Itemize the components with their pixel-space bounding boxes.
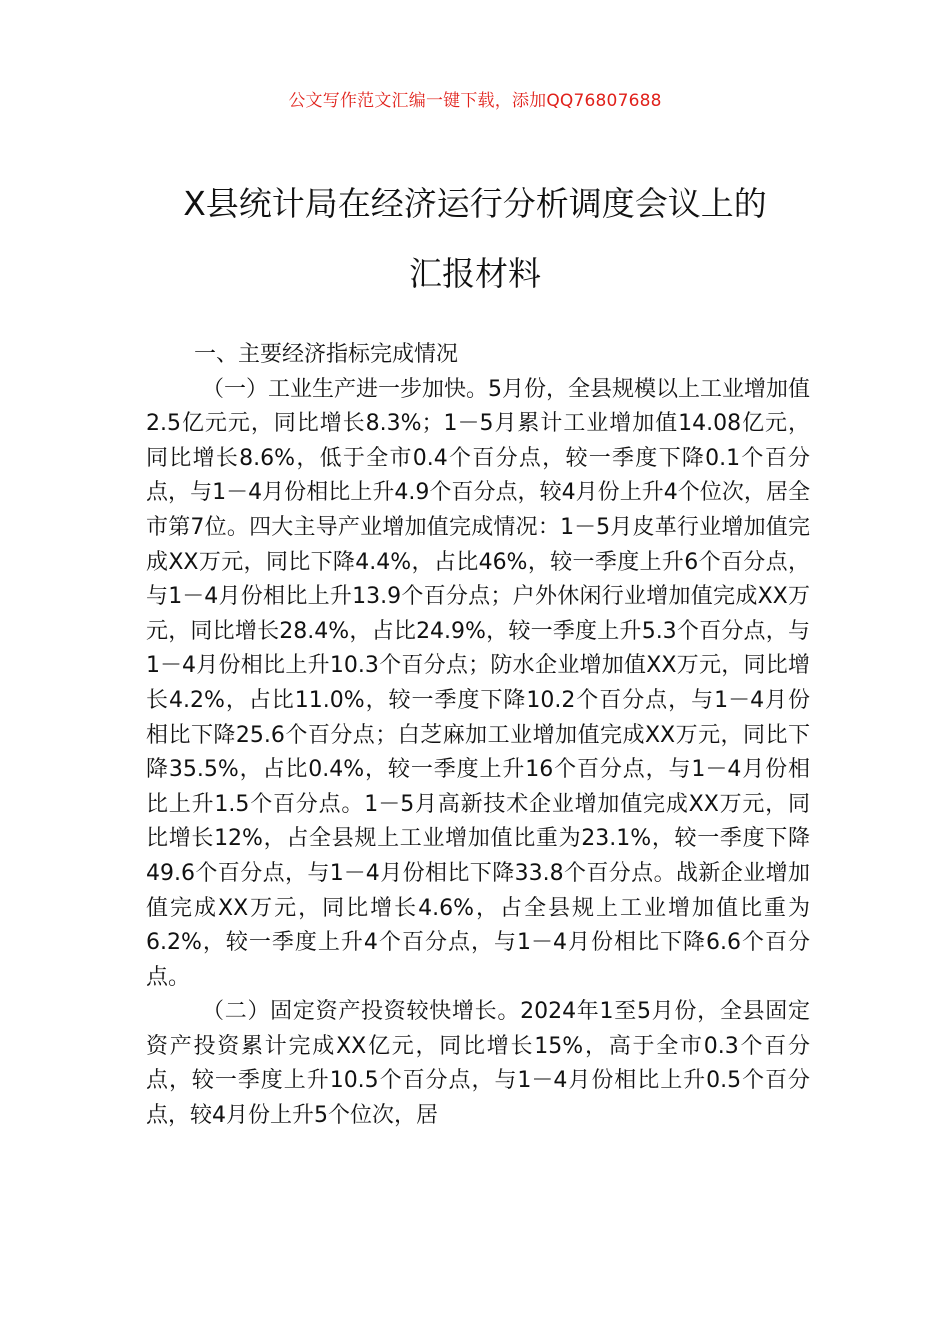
document-title-line-1: X县统计局在经济运行分析调度会议上的	[183, 184, 767, 223]
header-download-note: 公文写作范文汇编一键下载，添加QQ76807688	[288, 91, 662, 111]
paragraph-industrial-production: （一）工业生产进一步加快。5月份，全县规模以上工业增加值2.5亿元元，同比增长8.3%；1－5月累计工业增加值14.08亿元，同比增长8.6%，低于全市0.4个百分点，较一季度下降0.1个百分点，与1－4月份相比上升4.9个百分点，较4月份上升4个位次，居全市第7位。四大主导产业增加值完成情况：1－5月皮革行业增加值完成XX万元，同比下降4.4%，占比46%，较一季度上升6个百分点，与1－4月份相比上升13.9个百分点；户外休闲行业增加值完成XX万元，同比增长28.4%，占比24.9%，较一季度上升5.3个百分点，与1－4月份相比上升10.3个百分点；防水企业增加值XX万元，同比增长4.2%，占比11.0%，较一季度下降10.2个百分点，与1－4月份相比下降25.6个百分点；白芝麻加工业增加值完成XX万元，同比下降35.5%，占比0.4%，较一季度上升16个百分点，与1－4月份相比上升1.5个百分点。1－5月高新技术企业增加值完成XX万元，同比增长12%，占全县规上工业增加值比重为23.1%，较一季度下降49.6个百分点，与1－4月份相比下降33.8个百分点。战新企业增加值完成XX万元，同比增长4.6%，占全县规上工业增加值比重为6.2%，较一季度上升4个百分点，与1－4月份相比下降6.6个百分点。	[146, 376, 810, 990]
section-heading: 一、主要经济指标完成情况	[194, 342, 459, 367]
paragraph-fixed-asset-investment: （二）固定资产投资较快增长。2024年1至5月份，全县固定资产投资累计完成XX亿元，同比增长15%，高于全市0.3个百分点，较一季度上升10.5个百分点，与1－4月份相比上升0.5个百分点，较4月份上升5个位次，居	[146, 999, 810, 1129]
document-title-line-2: 汇报材料	[409, 254, 541, 293]
document-body	[146, 338, 810, 1134]
